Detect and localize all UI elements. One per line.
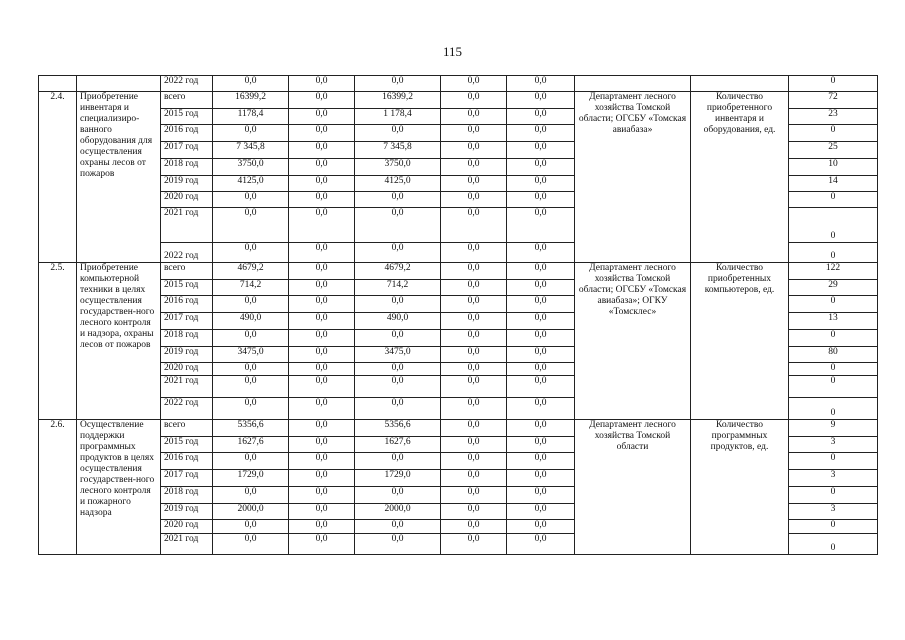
year-cell: 2021 год (161, 376, 213, 398)
value-cell: 0,0 (289, 520, 355, 534)
year-cell: 2016 год (161, 453, 213, 470)
value-cell: 0,0 (289, 125, 355, 142)
indicator-value-cell: 23 (789, 109, 878, 125)
value-cell: 0,0 (441, 125, 507, 142)
value-cell: 0,0 (289, 142, 355, 159)
value-cell: 0,0 (355, 363, 441, 376)
value-cell: 0,0 (213, 330, 289, 347)
value-cell: 0,0 (213, 520, 289, 534)
table-row (39, 92, 878, 109)
table-row (39, 76, 878, 92)
value-cell: 0,0 (289, 487, 355, 504)
value-cell: 3475,0 (213, 347, 289, 363)
value-cell: 0,0 (289, 453, 355, 470)
value-cell: 0,0 (507, 159, 575, 176)
program-table (38, 75, 878, 555)
value-cell: 1627,6 (213, 437, 289, 453)
value-cell: 0,0 (507, 208, 575, 243)
value-cell: 0,0 (507, 363, 575, 376)
value-cell: 0,0 (213, 376, 289, 398)
value-cell: 0,0 (507, 534, 575, 555)
indicator-value-cell: 29 (789, 280, 878, 296)
value-cell: 0,0 (289, 280, 355, 296)
indicator-value-cell: 10 (789, 159, 878, 176)
value-cell: 714,2 (213, 280, 289, 296)
value-cell: 0,0 (507, 376, 575, 398)
value-cell: 490,0 (355, 313, 441, 330)
value-cell: 0,0 (441, 534, 507, 555)
value-cell: 0,0 (213, 192, 289, 208)
value-cell: 5356,6 (355, 420, 441, 437)
indicator-value-cell: 0 (789, 296, 878, 313)
value-cell: 0,0 (289, 313, 355, 330)
value-cell: 490,0 (213, 313, 289, 330)
indicator-value-cell: 25 (789, 142, 878, 159)
value-cell: 0,0 (441, 176, 507, 192)
value-cell: 0,0 (441, 296, 507, 313)
year-cell: 2018 год (161, 487, 213, 504)
value-cell: 0,0 (289, 504, 355, 520)
year-cell: 2020 год (161, 192, 213, 208)
value-cell: 1729,0 (355, 470, 441, 487)
page-number: 115 (442, 44, 463, 59)
value-cell: 0,0 (213, 398, 289, 420)
indicator-value-cell: 9 (789, 420, 878, 437)
value-cell: 0,0 (507, 313, 575, 330)
value-cell: 0,0 (289, 92, 355, 109)
year-cell: 2017 год (161, 142, 213, 159)
value-cell: 7 345,8 (355, 142, 441, 159)
indicator-value-cell: 0 (789, 398, 878, 420)
value-cell: 0,0 (355, 192, 441, 208)
value-cell: 0,0 (355, 453, 441, 470)
value-cell: 0,0 (507, 330, 575, 347)
value-cell: 2000,0 (213, 504, 289, 520)
value-cell: 0,0 (289, 192, 355, 208)
value-cell: 16399,2 (355, 92, 441, 109)
value-cell: 0,0 (441, 453, 507, 470)
value-cell: 0,0 (355, 398, 441, 420)
value-cell: 0,0 (441, 313, 507, 330)
value-cell: 7 345,8 (213, 142, 289, 159)
year-cell: всего (161, 263, 213, 280)
value-cell: 0,0 (289, 437, 355, 453)
value-cell: 1627,6 (355, 437, 441, 453)
value-cell: 0,0 (441, 437, 507, 453)
value-cell: 0,0 (355, 208, 441, 243)
value-cell: 0,0 (213, 125, 289, 142)
value-cell: 0,0 (441, 363, 507, 376)
year-cell: 2015 год (161, 437, 213, 453)
value-cell: 0,0 (441, 420, 507, 437)
value-cell: 1178,4 (213, 109, 289, 125)
section-name: Приобретение инвентаря и специализиро-ванного оборудования для осуществления охраны лесов от пожаров (77, 92, 161, 263)
value-cell: 0,0 (441, 76, 507, 92)
year-cell: 2018 год (161, 330, 213, 347)
value-cell: 0,0 (289, 243, 355, 263)
value-cell: 0,0 (507, 263, 575, 280)
value-cell: 16399,2 (213, 92, 289, 109)
value-cell: 0,0 (507, 280, 575, 296)
section-name: Приобретение компьютерной техники в целях осуществления государствен-ного лесного контроля и надзора, охраны лесов от пожаров (77, 263, 161, 420)
value-cell: 0,0 (289, 347, 355, 363)
year-cell: 2022 год (161, 398, 213, 420)
value-cell: 4125,0 (355, 176, 441, 192)
value-cell: 0,0 (355, 376, 441, 398)
value-cell: 0,0 (289, 398, 355, 420)
value-cell: 0,0 (441, 487, 507, 504)
year-cell: 2017 год (161, 470, 213, 487)
indicator-name-cell: Количество приобретенного инвентаря и оборудования, ед. (691, 92, 789, 263)
indicator-value-cell: 0 (789, 487, 878, 504)
section-number: 2.5. (39, 263, 77, 420)
value-cell: 0,0 (507, 437, 575, 453)
value-cell: 0,0 (441, 92, 507, 109)
indicator-value-cell: 13 (789, 313, 878, 330)
year-cell: 2017 год (161, 313, 213, 330)
indicator-value-cell: 0 (789, 534, 878, 555)
executor-cell: Департамент лесного хозяйства Томской области; ОГСБУ «Томская авиабаза» (575, 92, 691, 263)
value-cell: 0,0 (507, 420, 575, 437)
value-cell: 0,0 (289, 208, 355, 243)
section-number: 2.4. (39, 92, 77, 263)
year-cell: 2015 год (161, 109, 213, 125)
value-cell: 0,0 (441, 330, 507, 347)
value-cell: 0,0 (507, 398, 575, 420)
value-cell: 0,0 (289, 159, 355, 176)
value-cell: 0,0 (441, 263, 507, 280)
indicator-value-cell: 0 (789, 376, 878, 398)
value-cell: 0,0 (441, 347, 507, 363)
value-cell: 0,0 (507, 347, 575, 363)
value-cell: 4679,2 (213, 263, 289, 280)
value-cell: 0,0 (213, 534, 289, 555)
value-cell: 0,0 (441, 520, 507, 534)
value-cell: 0,0 (289, 420, 355, 437)
value-cell: 0,0 (289, 76, 355, 92)
indicator-value-cell: 72 (789, 92, 878, 109)
value-cell: 0,0 (289, 534, 355, 555)
executor-cell: Департамент лесного хозяйства Томской области; ОГСБУ «Томская авиабаза»; ОГКУ «Томсклес» (575, 263, 691, 420)
value-cell: 0,0 (441, 398, 507, 420)
year-cell: 2016 год (161, 125, 213, 142)
value-cell: 1 178,4 (355, 109, 441, 125)
value-cell: 0,0 (507, 470, 575, 487)
value-cell: 0,0 (441, 192, 507, 208)
value-cell: 0,0 (355, 243, 441, 263)
indicator-value-cell: 0 (789, 330, 878, 347)
value-cell: 1729,0 (213, 470, 289, 487)
value-cell: 0,0 (213, 208, 289, 243)
value-cell: 0,0 (289, 263, 355, 280)
value-cell: 0,0 (507, 453, 575, 470)
value-cell: 0,0 (213, 453, 289, 470)
year-cell: 2021 год (161, 208, 213, 243)
value-cell: 0,0 (507, 92, 575, 109)
value-cell: 0,0 (441, 243, 507, 263)
indicator-value-cell: 0 (789, 520, 878, 534)
value-cell: 0,0 (441, 504, 507, 520)
value-cell: 0,0 (355, 76, 441, 92)
year-cell: 2020 год (161, 363, 213, 376)
indicator-value-cell: 14 (789, 176, 878, 192)
value-cell: 0,0 (507, 76, 575, 92)
year-cell: 2016 год (161, 296, 213, 313)
indicator-value-cell: 122 (789, 263, 878, 280)
table-row (39, 263, 878, 280)
indicator-value-cell: 0 (789, 453, 878, 470)
indicator-name-cell: Количество приобретенных компьютеров, ед. (691, 263, 789, 420)
indicator-value-cell: 0 (789, 363, 878, 376)
executor-cell: Департамент лесного хозяйства Томской области (575, 420, 691, 555)
table-row (39, 420, 878, 437)
value-cell: 3750,0 (355, 159, 441, 176)
value-cell: 3475,0 (355, 347, 441, 363)
year-cell: 2022 год (161, 76, 213, 92)
value-cell: 0,0 (355, 330, 441, 347)
value-cell: 0,0 (289, 176, 355, 192)
year-cell: 2019 год (161, 176, 213, 192)
indicator-value-cell: 0 (789, 192, 878, 208)
indicator-value-cell: 80 (789, 347, 878, 363)
value-cell: 0,0 (289, 363, 355, 376)
value-cell: 0,0 (213, 243, 289, 263)
value-cell: 0,0 (213, 487, 289, 504)
year-cell: 2019 год (161, 504, 213, 520)
year-cell: 2018 год (161, 159, 213, 176)
indicator-value-cell: 0 (789, 208, 878, 243)
indicator-value-cell: 0 (789, 76, 878, 92)
section-name: Осуществление поддержки программных продуктов в целях осуществления государствен-ного лесного контроля и пожарного надзора (77, 420, 161, 555)
value-cell: 0,0 (507, 125, 575, 142)
section-number: 2.6. (39, 420, 77, 555)
value-cell: 0,0 (441, 470, 507, 487)
value-cell: 0,0 (507, 142, 575, 159)
value-cell: 0,0 (507, 176, 575, 192)
value-cell: 0,0 (213, 76, 289, 92)
value-cell: 5356,6 (213, 420, 289, 437)
year-cell: 2019 год (161, 347, 213, 363)
value-cell: 0,0 (441, 159, 507, 176)
indicator-value-cell: 3 (789, 437, 878, 453)
value-cell: 0,0 (355, 125, 441, 142)
value-cell: 2000,0 (355, 504, 441, 520)
value-cell: 0,0 (441, 109, 507, 125)
value-cell: 3750,0 (213, 159, 289, 176)
value-cell: 0,0 (507, 487, 575, 504)
year-cell: всего (161, 92, 213, 109)
value-cell: 0,0 (507, 192, 575, 208)
value-cell: 0,0 (355, 296, 441, 313)
value-cell: 0,0 (355, 534, 441, 555)
year-cell: всего (161, 420, 213, 437)
value-cell: 714,2 (355, 280, 441, 296)
value-cell: 0,0 (507, 296, 575, 313)
indicator-value-cell: 0 (789, 125, 878, 142)
value-cell: 0,0 (507, 504, 575, 520)
value-cell: 0,0 (441, 208, 507, 243)
value-cell: 0,0 (507, 109, 575, 125)
value-cell: 0,0 (289, 470, 355, 487)
year-cell: 2015 год (161, 280, 213, 296)
value-cell: 0,0 (289, 296, 355, 313)
value-cell: 0,0 (289, 109, 355, 125)
indicator-value-cell: 3 (789, 504, 878, 520)
value-cell: 0,0 (213, 296, 289, 313)
value-cell: 0,0 (441, 280, 507, 296)
value-cell: 0,0 (213, 363, 289, 376)
indicator-value-cell: 0 (789, 243, 878, 263)
year-cell: 2020 год (161, 520, 213, 534)
value-cell: 0,0 (289, 330, 355, 347)
value-cell: 4125,0 (213, 176, 289, 192)
value-cell: 0,0 (507, 520, 575, 534)
year-cell: 2022 год (161, 243, 213, 263)
value-cell: 0,0 (355, 520, 441, 534)
value-cell: 0,0 (507, 243, 575, 263)
indicator-name-cell: Количество программных продуктов, ед. (691, 420, 789, 555)
value-cell: 0,0 (441, 376, 507, 398)
value-cell: 0,0 (355, 487, 441, 504)
indicator-value-cell: 3 (789, 470, 878, 487)
value-cell: 0,0 (441, 142, 507, 159)
year-cell: 2021 год (161, 534, 213, 555)
value-cell: 4679,2 (355, 263, 441, 280)
value-cell: 0,0 (289, 376, 355, 398)
